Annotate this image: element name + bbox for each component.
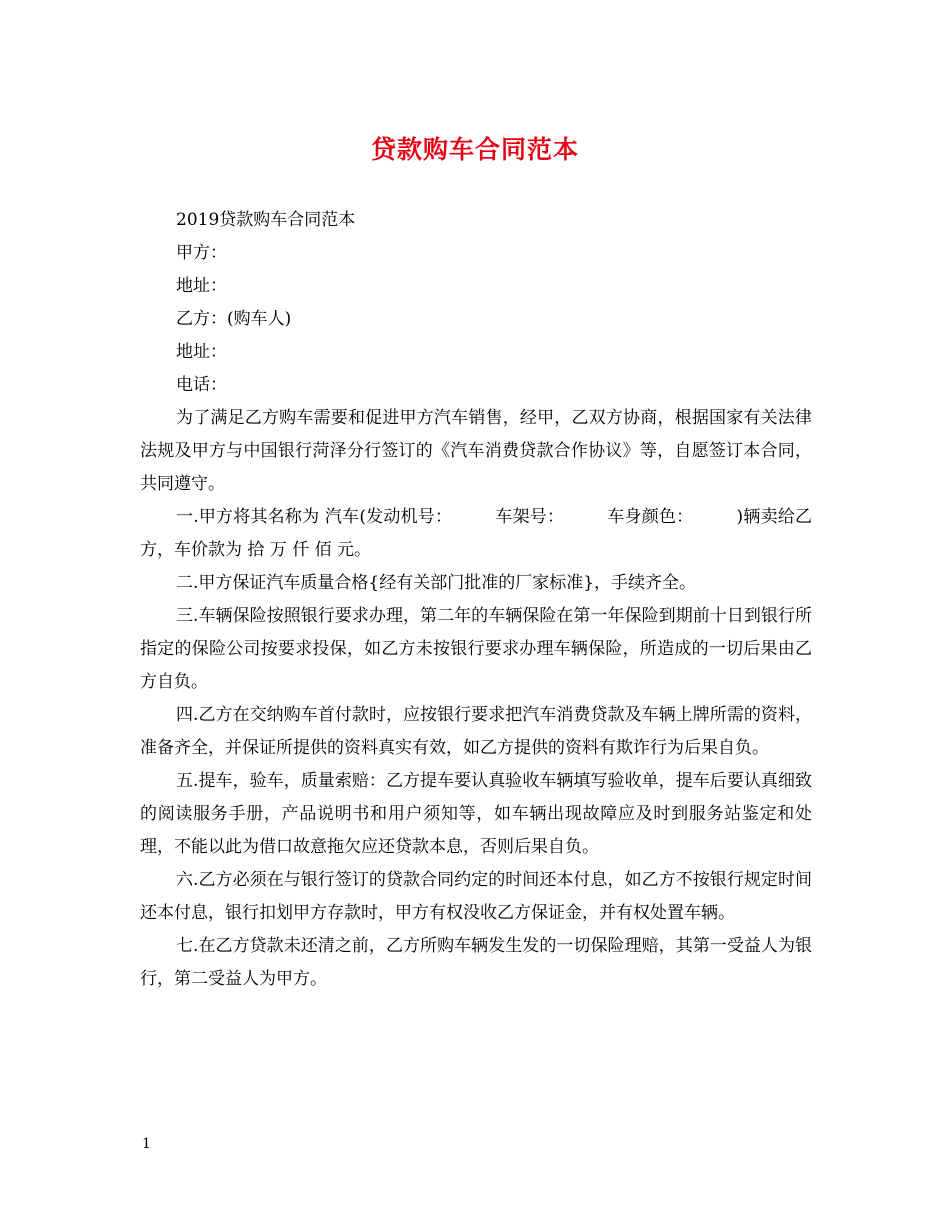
- document-body: [140, 204, 812, 996]
- paragraph-preamble: 为了满足乙方购车需要和促进甲方汽车销售，经甲，乙双方协商，根据国家有关法律法规及甲方与中国银行菏泽分行签订的《汽车消费贷款合作协议》等，自愿签订本合同，共同遵守。: [140, 408, 812, 494]
- header-line-party-b: 乙方：(购车人): [176, 309, 292, 329]
- paragraph-clause-7: 七.在乙方贷款未还清之前，乙方所购车辆发生发的一切保险理赔，其第一受益人为银行，第二受益人为甲方。: [140, 936, 812, 989]
- paragraph-clause-1: 一.甲方将其名称为 汽车(发动机号： 车架号： 车身颜色： )辆卖给乙方，车价款为 拾 万 仟 佰 元。: [140, 507, 812, 560]
- header-line-phone: 电话：: [176, 375, 227, 395]
- header-line-year-title: 2019贷款购车合同范本: [176, 210, 356, 230]
- paragraph-clause-2: 二.甲方保证汽车质量合格{经有关部门批准的厂家标准}，手续齐全。: [176, 573, 697, 593]
- header-line-address-a: 地址：: [176, 276, 227, 296]
- header-line-address-b: 地址：: [176, 342, 227, 362]
- document-title: 贷款购车合同范本: [370, 135, 579, 164]
- paragraph-clause-6: 六.乙方必须在与银行签订的贷款合同约定的时间还本付息，如乙方不按银行规定时间还本付息，银行扣划甲方存款时，甲方有权没收乙方保证金，并有权处置车辆。: [140, 870, 812, 923]
- page-number: 1: [142, 1136, 151, 1152]
- header-line-party-a: 甲方：: [176, 243, 227, 263]
- paragraph-clause-4: 四.乙方在交纳购车首付款时，应按银行要求把汽车消费贷款及车辆上牌所需的资料，准备齐全，并保证所提供的资料真实有效，如乙方提供的资料有欺诈行为后果自负。: [140, 705, 812, 758]
- paragraph-clause-3: 三.车辆保险按照银行要求办理，第二年的车辆保险在第一年保险到期前十日到银行所指定的保险公司按要求投保，如乙方未按银行要求办理车辆保险，所造成的一切后果由乙方自负。: [140, 606, 812, 692]
- paragraph-clause-5: 五.提车，验车，质量索赔：乙方提车要认真验收车辆填写验收单，提车后要认真细致的阅读服务手册，产品说明书和用户须知等，如车辆出现故障应及时到服务站鉴定和处理，不能以此为借口故意拖欠应还贷款本息，否则后果自负。: [140, 771, 812, 857]
